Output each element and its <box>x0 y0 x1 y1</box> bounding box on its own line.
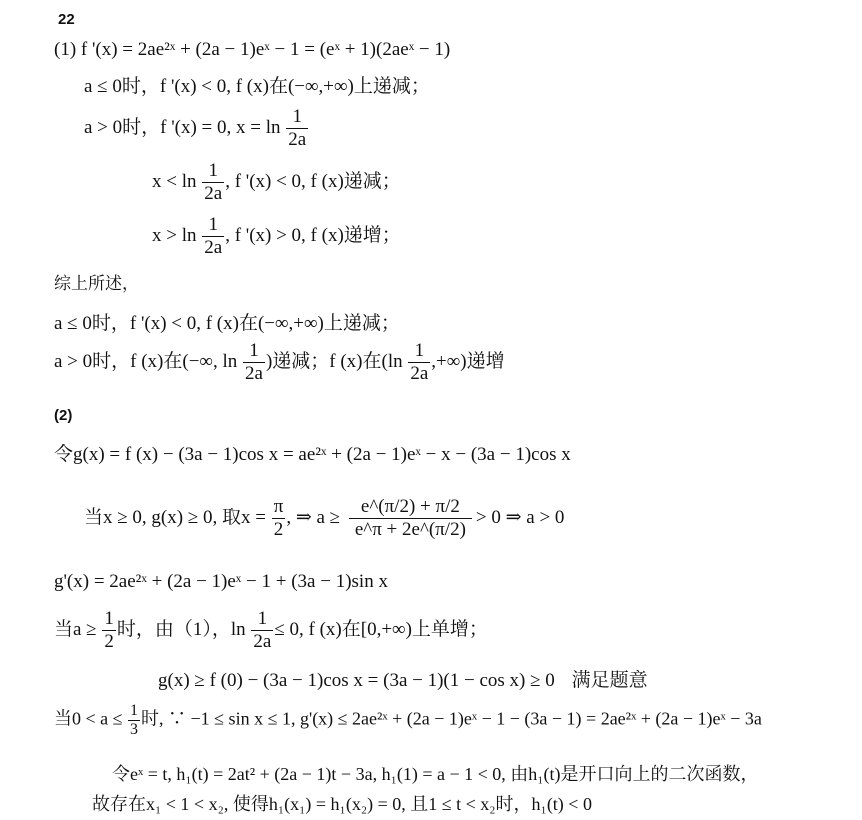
define-g: 令g(x) = f (x) − (3a − 1)cos x = ae²ˣ + (2a − 1)eˣ − x − (3a − 1)cos x <box>54 444 571 465</box>
fraction-denominator: 2a <box>410 363 429 384</box>
condition-p2: , ⇒ a ≥ <box>286 506 341 528</box>
fraction-numerator: π <box>273 496 284 517</box>
summary-a-gt-zero-p1: a > 0时，f (x)在(−∞, ln <box>54 350 238 372</box>
fraction-1-over-2a <box>202 214 224 259</box>
fraction-denominator: e^π + 2e^(π/2) <box>354 519 466 540</box>
fraction-1-over-2a <box>251 608 273 653</box>
subcase-x-lt <box>152 160 401 205</box>
fraction-numerator: 1 <box>202 160 224 183</box>
fraction-1-over-2a <box>202 160 224 205</box>
case-third-p2: 时, ∵ −1 ≤ sin x ≤ 1, g'(x) ≤ 2ae²ˣ + (2a − 1)eˣ − 1 − (3a − 1) = 2ae²ˣ + (2a − 1)eˣ − 3a <box>141 708 762 729</box>
summary-a-gt-zero <box>54 340 505 385</box>
derivative-line: (1) f '(x) = 2ae²ˣ + (2a − 1)eˣ − 1 = (eˣ + 1)(2aeˣ − 1) <box>54 39 451 60</box>
case-half-p2: 时，由（1），ln <box>116 618 246 640</box>
summary-a-le-zero: a ≤ 0时，f '(x) < 0, f (x)在(−∞,+∞)上递减； <box>54 313 400 334</box>
fraction-numerator: 1 <box>104 608 114 629</box>
fraction-denominator: 3 <box>130 721 139 738</box>
fraction-numerator: 1 <box>251 608 273 631</box>
fraction-denominator: 2a <box>245 363 263 384</box>
case-a-le-third <box>54 702 762 739</box>
part2-label: (2) <box>54 407 73 424</box>
fraction-denominator: 2a <box>204 183 223 204</box>
fraction-denominator: 2 <box>104 631 114 652</box>
inequality-line <box>158 669 648 693</box>
fraction-numerator: 1 <box>130 702 139 719</box>
case-third-p1: 当0 < a ≤ <box>54 708 123 729</box>
condition-line <box>84 496 564 541</box>
condition-p1: 当x ≥ 0, g(x) ≥ 0, 取x = <box>84 506 266 528</box>
summary-a-gt-zero-p3: ,+∞)递增 <box>431 350 505 372</box>
fraction-numerator: 1 <box>202 214 224 237</box>
case-a-ge-half <box>54 608 488 653</box>
fraction-pi-over-2 <box>272 496 286 541</box>
subcase-x-lt-lhs: x < ln <box>152 170 197 192</box>
fraction-1-over-2a <box>243 340 265 385</box>
fraction-denominator: 2 <box>273 519 284 540</box>
g-prime: g'(x) = 2ae²ˣ + (2a − 1)eˣ − 1 + (3a − 1)sin x <box>54 571 388 592</box>
problem-number: 22 <box>58 11 75 28</box>
case-half-p3: ≤ 0, f (x)在[0,+∞)上单增； <box>274 618 488 640</box>
fraction-denominator: 2a <box>288 129 307 150</box>
fraction-1-over-2a <box>286 106 308 151</box>
fraction-1-over-3 <box>128 702 140 739</box>
fraction-denominator: 2a <box>253 631 272 652</box>
fraction-numerator: 1 <box>243 340 265 363</box>
case-a-gt-zero <box>84 106 309 151</box>
substitution-line: 令eˣ = t, h₁(t) = 2at² + (2a − 1)t − 3a, h₁(1) = a − 1 < 0, 由h₁(t)是开口向上的二次函数， <box>112 764 759 784</box>
inequality: g(x) ≥ f (0) − (3a − 1)cos x = (3a − 1)(1 − cos x) ≥ 0 <box>158 670 555 691</box>
summary-a-gt-zero-p2: )递减；f (x)在(ln <box>265 350 403 372</box>
case-a-gt-zero-text: a > 0时，f '(x) = 0, x = ln <box>84 116 281 138</box>
case-half-p1: 当a ≥ <box>54 618 97 640</box>
fraction-numerator: e^(π/2) + π/2 <box>349 496 472 519</box>
subcase-x-lt-rhs: , f '(x) < 0, f (x)递减； <box>225 170 401 192</box>
subcase-x-gt <box>152 214 401 259</box>
case-a-le-zero: a ≤ 0时，f '(x) < 0, f (x)在(−∞,+∞)上递减； <box>84 76 430 97</box>
fraction-numerator: 1 <box>286 106 308 129</box>
existence-line: 故存在x₁ < 1 < x₂, 使得h₁(x₁) = h₁(x₂) = 0, 且1 ≤ t < x₂时，h₁(t) < 0 <box>92 794 592 814</box>
fraction-1-over-2a <box>408 340 430 385</box>
subcase-x-gt-lhs: x > ln <box>152 224 197 246</box>
condition-p3: > 0 ⇒ a > 0 <box>475 506 565 528</box>
fraction-lower-bound <box>349 496 472 541</box>
fraction-numerator: 1 <box>408 340 430 363</box>
summary-heading: 综上所述， <box>54 274 139 293</box>
subcase-x-gt-rhs: , f '(x) > 0, f (x)递增； <box>225 224 401 246</box>
inequality-note: 满足题意 <box>571 670 648 691</box>
fraction-denominator: 2a <box>204 237 223 258</box>
fraction-1-over-2 <box>102 608 116 653</box>
